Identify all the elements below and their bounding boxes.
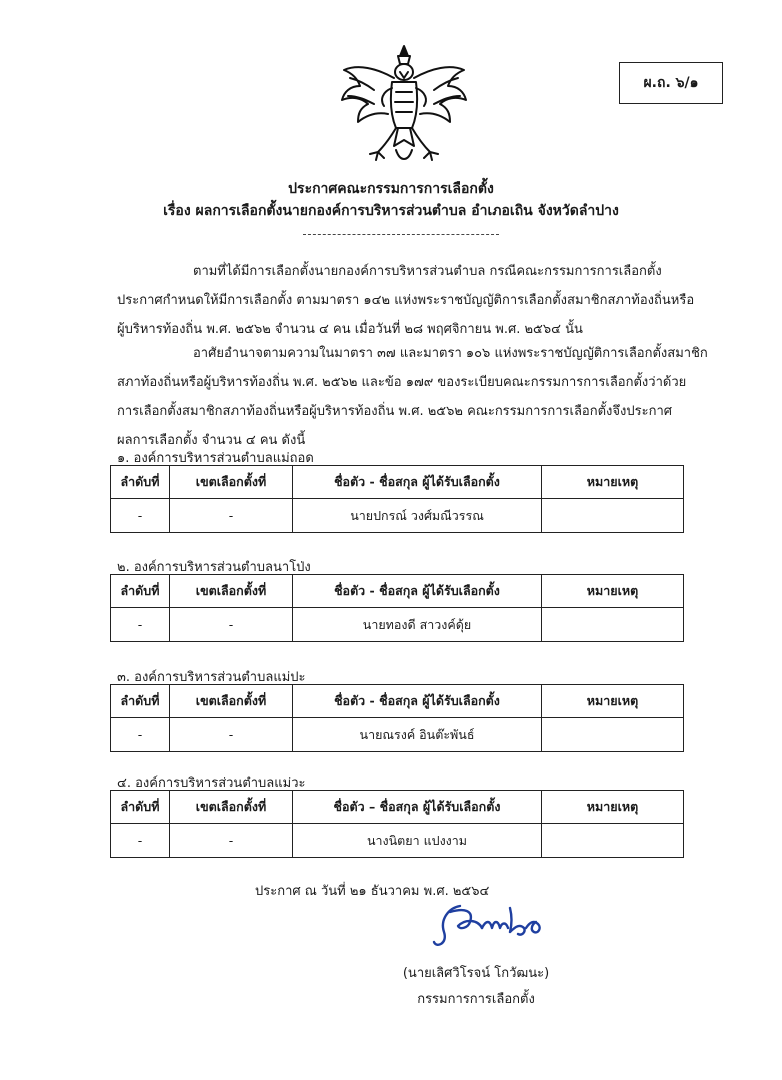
header-order: ลำดับที่	[111, 791, 170, 824]
paragraph-line: อาศัยอำนาจตามความในมาตรา ๓๗ และมาตรา ๑๐๖ แห่งพระราชบัญญัติการเลือกตั้งสมาชิก	[193, 346, 708, 361]
cell-order: -	[111, 499, 170, 533]
paragraph-line: ประกาศกำหนดให้มีการเลือกตั้ง ตามมาตรา ๑๔๒ แห่งพระราชบัญญัติการเลือกตั้งสมาชิกสภาท้องถิ่นหรือ	[117, 293, 695, 308]
header-district: เขตเลือกตั้งที่	[170, 685, 293, 718]
cell-name: นายณรงค์ อินต๊ะพันธ์	[293, 718, 542, 752]
cell-order: -	[111, 608, 170, 642]
paragraph-1	[117, 257, 693, 344]
cell-remark	[542, 608, 684, 642]
announcement-date: ประกาศ ณ วันที่ ๒๑ ธันวาคม พ.ศ. ๒๕๖๔	[255, 884, 490, 899]
cell-name: นางนิตยา แปงงาม	[293, 824, 542, 858]
cell-district: -	[170, 499, 293, 533]
table-header-row	[111, 791, 684, 824]
paragraph-line: ตามที่ได้มีการเลือกตั้งนายกองค์การบริหารส่วนตำบล กรณีคณะกรรมการการเลือกตั้ง	[193, 264, 662, 279]
paragraph-line: ผลการเลือกตั้ง จำนวน ๔ คน ดังนี้	[117, 433, 306, 448]
header-name: ชื่อตัว - ชื่อสกุล ผู้ได้รับเลือกตั้ง	[293, 466, 542, 499]
paragraph-line: สภาท้องถิ่นหรือผู้บริหารท้องถิ่น พ.ศ. ๒๕๖๒ และข้อ ๑๗๙ ของระเบียบคณะกรรมการการเลือกตั้งว่าด้วย	[117, 375, 687, 390]
title-divider	[303, 234, 499, 235]
title-block	[0, 178, 782, 222]
table-row	[111, 718, 684, 752]
header-order: ลำดับที่	[111, 685, 170, 718]
table-row	[111, 824, 684, 858]
announcement-title: ประกาศคณะกรรมการการเลือกตั้ง	[288, 181, 494, 197]
garuda-emblem-icon	[336, 42, 472, 170]
signer-name: (นายเลิศวิโรจน์ โกวัฒนะ)	[402, 966, 550, 981]
header-order: ลำดับที่	[111, 466, 170, 499]
announcement-subject: เรื่อง ผลการเลือกตั้งนายกองค์การบริหารส่วนตำบล อำเภอเถิน จังหวัดลำปาง	[163, 203, 619, 219]
header-district: เขตเลือกตั้งที่	[170, 466, 293, 499]
cell-name: นายปกรณ์ วงศ์มณีวรรณ	[293, 499, 542, 533]
signer-role: กรรมการการเลือกตั้ง	[417, 992, 535, 1007]
table-row	[111, 499, 684, 533]
results-table-2	[110, 574, 684, 642]
paragraph-line: ผู้บริหารท้องถิ่น พ.ศ. ๒๕๖๒ จำนวน ๔ คน เมื่อวันที่ ๒๘ พฤศจิกายน พ.ศ. ๒๕๖๔ นั้น	[117, 322, 583, 337]
header-remark: หมายเหตุ	[542, 466, 684, 499]
signature-icon	[430, 898, 548, 950]
table-header-row	[111, 575, 684, 608]
cell-district: -	[170, 608, 293, 642]
header-district: เขตเลือกตั้งที่	[170, 575, 293, 608]
table-header-row	[111, 466, 684, 499]
cell-remark	[542, 499, 684, 533]
cell-district: -	[170, 718, 293, 752]
cell-order: -	[111, 824, 170, 858]
form-code: ผ.ถ. ๖/๑	[643, 75, 699, 91]
header-remark: หมายเหตุ	[542, 685, 684, 718]
results-table-4	[110, 790, 684, 858]
header-name: ชื่อตัว - ชื่อสกุล ผู้ได้รับเลือกตั้ง	[293, 685, 542, 718]
cell-remark	[542, 718, 684, 752]
table-row	[111, 608, 684, 642]
paragraph-line: การเลือกตั้งสมาชิกสภาท้องถิ่นหรือผู้บริหารท้องถิ่น พ.ศ. ๒๕๖๒ คณะกรรมการการเลือกตั้งจึงประกาศ	[117, 404, 673, 419]
cell-name: นายทองดี สาวงค์ดุ้ย	[293, 608, 542, 642]
table-header-row	[111, 685, 684, 718]
section-label-1: ๑. องค์การบริหารส่วนตำบลแม่ถอด	[117, 451, 314, 466]
cell-district: -	[170, 824, 293, 858]
header-name: ชื่อตัว - ชื่อสกุล ผู้ได้รับเลือกตั้ง	[293, 575, 542, 608]
form-code-box	[619, 62, 723, 104]
header-remark: หมายเหตุ	[542, 575, 684, 608]
paragraph-2	[117, 339, 708, 455]
section-label-2: ๒. องค์การบริหารส่วนตำบลนาโป่ง	[117, 560, 311, 575]
cell-remark	[542, 824, 684, 858]
header-name: ชื่อตัว – ชื่อสกุล ผู้ได้รับเลือกตั้ง	[293, 791, 542, 824]
header-district: เขตเลือกตั้งที่	[170, 791, 293, 824]
header-order: ลำดับที่	[111, 575, 170, 608]
results-table-3	[110, 684, 684, 752]
section-label-4: ๔. องค์การบริหารส่วนตำบลแม่วะ	[117, 776, 306, 791]
section-label-3: ๓. องค์การบริหารส่วนตำบลแม่ปะ	[117, 670, 306, 685]
results-table-1	[110, 465, 684, 533]
header-remark: หมายเหตุ	[542, 791, 684, 824]
cell-order: -	[111, 718, 170, 752]
